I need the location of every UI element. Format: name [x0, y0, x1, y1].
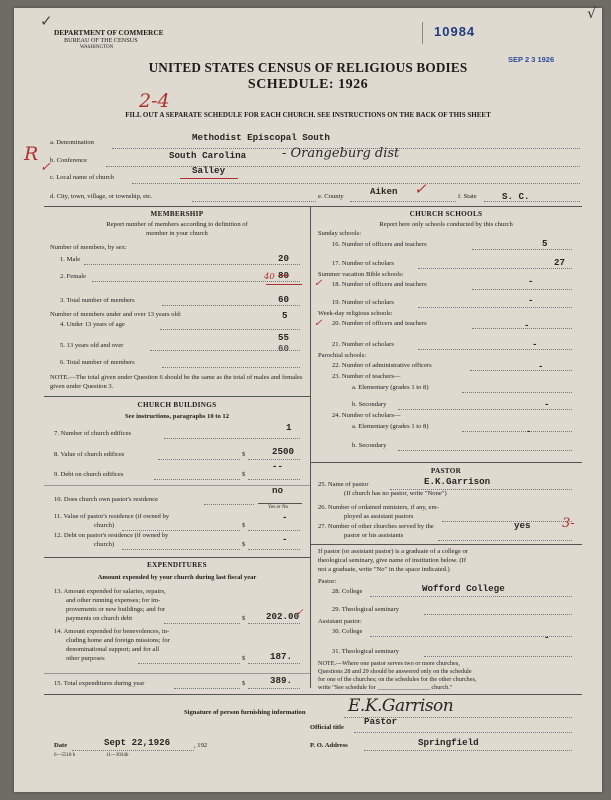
county-check-mark: ✓: [414, 180, 427, 198]
other-churches-label-2: pastor or his assistants: [344, 532, 404, 539]
edifices-value-dollar: $: [242, 451, 246, 458]
state-value: S. C.: [502, 191, 530, 202]
vbs-scholars-label: 19. Number of scholars: [332, 299, 394, 306]
age-members-heading: Number of members under and over 13 years old:: [50, 311, 182, 318]
graduate-instruction-1: If pastor (or assistant pastor) is a graduate of a college or: [318, 548, 468, 555]
weekday-label: Week-day religious schools:: [318, 310, 393, 317]
graduate-instruction-2: theological seminary, give name of institution below. (If: [318, 557, 467, 564]
benevolences-dollar: $: [242, 655, 246, 662]
signature-label: Signature of person furnishing information: [184, 709, 306, 716]
sunday-officers-label: 16. Number of officers and teachers: [332, 241, 427, 248]
female-struck-value: 80: [278, 270, 290, 281]
residence-debt-dollar: $: [242, 541, 246, 548]
owns-residence-label: 10. Does church own pastor's residence: [54, 496, 159, 503]
total-members-label: 3. Total number of members: [60, 297, 135, 304]
scholars-elementary-label: a. Elementary (grades 1 to 8): [352, 423, 429, 430]
census-schedule-sheet: [14, 8, 602, 792]
county-label: e. County: [318, 193, 344, 200]
vbs-tick: ✓: [314, 278, 323, 289]
under-13-value: 5: [282, 310, 288, 321]
expenditures-subheading: Amount expended by your church during last fiscal year: [97, 574, 257, 581]
local-name-red-underline: [180, 178, 238, 179]
assistant-college-label: 30. College: [332, 628, 363, 635]
yes-no-hint: Yes or No: [268, 505, 289, 510]
pastor-name-note: (If church has no pastor, write "None"): [344, 490, 447, 497]
assistant-college-value: -: [544, 632, 550, 643]
members-by-sex-label: Number of members, by sex:: [50, 244, 127, 251]
margin-r-mark: R: [24, 143, 39, 165]
female-corrected-value: 40: [264, 272, 275, 282]
edifices-debt-dollar: $: [242, 471, 246, 478]
serial-number: 10984: [434, 24, 476, 39]
form-instruction: FILL OUT A SEPARATE SCHEDULE FOR EACH CHURCH. SEE INSTRUCTIONS ON THE BACK OF THIS SHEET: [125, 111, 491, 119]
running-expenses-label-3: provements or new buildings; and for: [66, 606, 166, 613]
denomination-value: Methodist Episcopal South: [192, 132, 330, 143]
sunday-schools-label: Sunday schools:: [318, 230, 362, 237]
department-name: DEPARTMENT OF COMMERCE: [54, 28, 164, 37]
pastor-name-label: 25. Name of pastor: [318, 481, 369, 488]
local-name-value: Salley: [192, 165, 226, 176]
official-title-value: Pastor: [364, 716, 398, 727]
schools-subheading: Report here only schools conducted by this church: [379, 221, 513, 228]
denomination-label: a. Denomination: [50, 139, 94, 146]
pastor-college-label: 28. College: [332, 588, 363, 595]
date-value: Sept 22,1926: [104, 737, 171, 748]
sunday-scholars-value: 27: [554, 257, 566, 268]
pastor-name-value: E.K.Garrison: [424, 476, 491, 487]
benevolences-label-2: cluding home and foreign missions; for: [66, 637, 170, 644]
pastor-college-value: Wofford College: [422, 583, 505, 594]
edifices-debt-label: 9. Debt on church edifices: [54, 471, 124, 478]
parochial-scholars-label: 24. Number of scholars—: [332, 412, 401, 419]
male-label: 1. Male: [60, 256, 81, 263]
over-13-label: 5. 13 years old and over: [60, 342, 124, 349]
running-expenses-label-2: and other running expenses; for im-: [66, 597, 161, 604]
parochial-label: Parochial schools:: [318, 352, 367, 359]
signature-value: E.K.Garrison: [348, 696, 454, 716]
weekday-scholars-label: 21. Number of scholars: [332, 341, 394, 348]
parochial-officers-value: -: [538, 361, 544, 372]
edifices-value-amount: 2500: [272, 446, 295, 457]
scholars-secondary-label: b. Secondary: [352, 442, 387, 449]
total-members-2-label: 6. Total number of members: [60, 359, 135, 366]
ordained-ministers-label-1: 26. Number of ordained ministers, if any, em-: [318, 504, 439, 511]
schools-heading: CHURCH SCHOOLS: [409, 210, 483, 218]
residence-debt-amount: -: [282, 534, 288, 545]
residence-debt-label-2: church): [94, 541, 115, 548]
scholars-elementary-value: -: [526, 426, 532, 437]
assistant-seminary-label: 31. Theological seminary: [332, 648, 400, 655]
conference-label: b. Conference: [50, 157, 87, 164]
female-label: 2. Female: [60, 273, 87, 280]
other-churches-value: yes: [514, 520, 531, 531]
county-value: Aiken: [370, 186, 398, 197]
weekday-officers-value: -: [524, 320, 530, 331]
local-name-label: c. Local name of church: [50, 174, 114, 181]
print-code-1: 6—5518 b: [54, 753, 76, 758]
residence-value-dollar: $: [242, 522, 246, 529]
benevolences-label-1: 14. Amount expended for benevolences, in-: [54, 628, 170, 635]
date-label: Date: [54, 742, 68, 749]
membership-heading: MEMBERSHIP: [150, 210, 204, 218]
state-label: f. State: [458, 193, 477, 200]
total-members-value: 60: [278, 294, 290, 305]
pastor-note-1: NOTE.—Where one pastor serves two or more churches,: [318, 660, 460, 667]
form-title: UNITED STATES CENSUS OF RELIGIOUS BODIES: [148, 60, 468, 75]
vbs-scholars-value: -: [528, 295, 534, 306]
membership-note: NOTE.—The total given under Question 6 should be the same as the total of males and females given under Question 3.: [50, 374, 303, 390]
pastor-note-3: for one of the churches; on the schedules for the other churches,: [318, 676, 477, 683]
margin-check-mark: ✓: [40, 160, 51, 175]
vbs-officers-value: -: [528, 276, 534, 287]
membership-intro-1: Report number of members according to definition of: [106, 221, 248, 228]
residence-value-amount: -: [282, 512, 288, 523]
print-code-2: 11—3034b: [106, 753, 129, 758]
male-value: 20: [278, 253, 290, 264]
date-year-suffix: , 192: [194, 742, 208, 749]
sunday-scholars-label: 17. Number of scholars: [332, 260, 394, 267]
under-13-label: 4. Under 13 years of age: [60, 321, 125, 328]
weekday-officers-label: 20. Number of officers and teachers: [332, 320, 427, 327]
bureau-name: BUREAU OF THE CENSUS: [64, 37, 138, 44]
benevolences-label-3: denominational support; and for all: [66, 646, 160, 653]
teachers-elementary-label: a. Elementary (grades 1 to 8): [352, 384, 429, 391]
edifices-label: 7. Number of church edifices: [54, 430, 132, 437]
pastor-note-2: Questions 28 and 29 should be answered only on the schedule: [318, 668, 472, 675]
edifices-debt-value: --: [272, 461, 284, 472]
teachers-secondary-label: b. Secondary: [352, 401, 387, 408]
running-expenses-tick: ✓: [296, 608, 304, 618]
parochial-officers-label: 22. Number of administrative officers: [332, 362, 432, 369]
residence-value-label-1: 11. Value of pastor's residence (if owned by: [54, 513, 170, 520]
conference-handwritten-note: - Orangeburg dist: [282, 146, 400, 161]
running-expenses-amount: 202.00: [266, 611, 300, 622]
teachers-secondary-value: -: [544, 399, 550, 410]
other-churches-label-1: 27. Number of other churches served by the: [318, 523, 434, 530]
vbs-label: Summer vacation Bible schools:: [318, 271, 404, 278]
assistant-pastor-subheading: Assistant pastor:: [318, 618, 362, 625]
bureau-city: WASHINGTON: [80, 45, 114, 50]
po-address-value: Springfield: [418, 737, 479, 748]
vbs-officers-label: 18. Number of officers and teachers: [332, 281, 427, 288]
parochial-teachers-label: 23. Number of teachers—: [332, 373, 401, 380]
sunday-officers-value: 5: [542, 238, 548, 249]
corner-check-mark: ✓: [40, 14, 53, 30]
total-expenditures-amount: 389.: [270, 675, 293, 686]
graduate-instruction-3: not a graduate, write "No" in the space indicated.): [318, 566, 450, 573]
pastor-note-4: write "See schedule for _________________ church.": [318, 684, 453, 691]
running-expenses-label-4: payments on church debt: [66, 615, 133, 622]
buildings-subheading: See instructions, paragraphs 10 to 12: [124, 413, 230, 420]
benevolences-label-4: other purposes: [66, 655, 105, 662]
city-label: d. City, town, village, or township, etc.: [50, 193, 153, 200]
total-members-2-value: 60: [278, 343, 290, 354]
buildings-heading: CHURCH BUILDINGS: [137, 401, 217, 409]
other-churches-handwritten: 3-: [562, 516, 575, 531]
ordained-ministers-label-2: ployed as assistant pastors: [344, 513, 414, 520]
owns-residence-value: no: [272, 485, 284, 496]
membership-intro-2: member in your church: [146, 230, 208, 237]
pastor-subheading: Pastor:: [318, 578, 337, 585]
residence-value-label-2: church): [94, 522, 115, 529]
pastor-heading: PASTOR: [430, 467, 462, 475]
weekday-scholars-value: -: [532, 339, 538, 350]
official-title-label: Official title: [310, 724, 344, 731]
total-expenditures-dollar: $: [242, 680, 246, 687]
total-expenditures-label: 15. Total expenditures during year: [54, 680, 145, 687]
running-expenses-label-1: 13. Amount expended for salaries, repairs,: [54, 588, 166, 595]
received-date-stamp: SEP 2 3 1926: [508, 55, 555, 64]
conference-value: South Carolina: [169, 150, 247, 161]
weekday-tick: ✓: [314, 318, 323, 329]
pastor-seminary-label: 29. Theological seminary: [332, 606, 400, 613]
handwritten-code: 2-4: [139, 90, 170, 112]
edifices-value-label: 8. Value of church edifices: [54, 451, 125, 458]
form-subtitle: SCHEDULE: 1926: [247, 77, 369, 92]
top-right-check-mark: √: [587, 6, 596, 22]
po-address-label: P. O. Address: [310, 742, 348, 749]
edifices-value: 1: [286, 422, 292, 433]
expenditures-heading: EXPENDITURES: [147, 561, 207, 569]
over-13-value: 55: [278, 332, 290, 343]
running-expenses-dollar: $: [242, 615, 246, 622]
residence-debt-label-1: 12. Debt on pastor's residence (if owned by: [54, 532, 169, 539]
benevolences-amount: 187.: [270, 651, 293, 662]
